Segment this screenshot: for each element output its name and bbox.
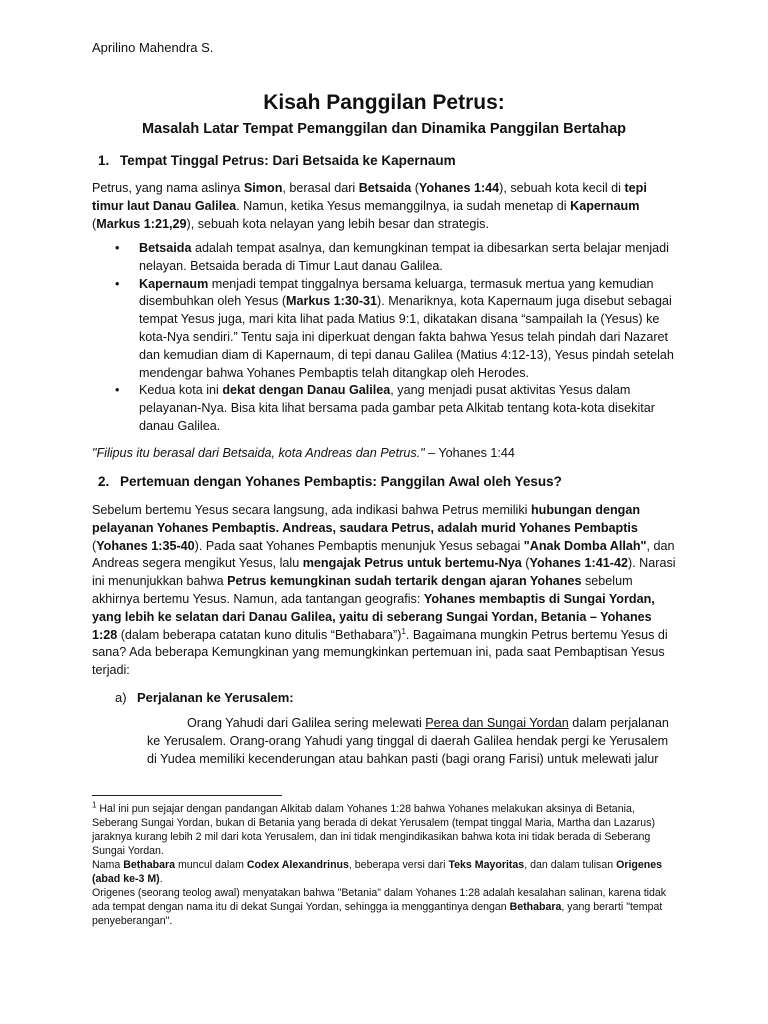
bold-run: Bethabara [123,859,176,871]
bold-run: Codex Alexandrinus [246,859,349,871]
text-run: , dan dalam tulisan [524,859,617,871]
quote-reference: – Yohanes 1:44 [424,446,515,460]
underlined-run: Perea dan Sungai Yordan [425,716,569,730]
bold-run: Petrus kemungkinan sudah tertarik dengan ajaran Yohanes [227,574,582,589]
bold-run: Origenes (abad ke-3 M) [92,859,663,885]
document-subtitle: Masalah Latar Tempat Pemanggilan dan Dinamika Panggilan Bertahap [142,121,626,137]
text-run: ( [411,181,419,195]
footnote-ref[interactable]: 1 [401,626,406,636]
bold-run: "Anak Domba Allah" [523,538,647,553]
text-run: ). Narasi ini menunjukkan bahwa [92,556,676,589]
section-1-heading [98,153,456,168]
list-item [112,276,678,383]
text-run: ), sebuah kota nelayan yang lebih besar dan strategis. [186,216,489,231]
subsection-heading-text: Perjalanan ke Yerusalem: [137,690,294,705]
footnote-paragraph [92,802,678,858]
section-1-bullet-list [112,240,678,436]
bold-run: Betsaida [358,181,412,195]
text-run: . [159,873,163,885]
text-run: Sebelum bertemu Yesus secara langsung, ada indikasi bahwa Petrus memiliki [92,503,531,517]
text-run: , dan Andreas segera mengikut Yesus, lalu [92,538,675,571]
text-run: ( [521,556,530,571]
bold-run: Markus 1:21,29 [96,216,187,231]
bible-quote [92,446,515,460]
section-2-number: 2. [98,474,110,489]
author-name: Aprilino Mahendra S. [92,40,214,55]
bold-run: Kapernaum [139,276,209,291]
footnote-paragraph [92,858,678,886]
bold-run: Kapernaum [570,198,640,213]
text-run: Origenes (seorang teolog awal) menyatakan bahwa "Betania" dalam Yohanes 1:28 adalah kesalahan salinan, karena tidak ada tempat dengan nama itu di dekat Sungai Yordan, sehingga ia menggantinya dengan [92,887,667,913]
footnote-paragraph [92,886,678,928]
text-run: (dalam beberapa catatan kuno ditulis “Bethabara”) [117,627,402,642]
bold-run: hubungan dengan pelayanan Yohanes Pembaptis. Andreas, saudara Petrus, adalah murid Yohanes Pembaptis [92,503,641,535]
subsection-a-body [147,715,677,768]
section-2-heading-text: Pertemuan dengan Yohanes Pembaptis: Panggilan Awal oleh Yesus? [120,474,562,489]
bold-run: Yohanes 1:41-42 [529,556,628,571]
bullet-icon: • [115,241,120,255]
bold-run: tepi timur laut Danau Galilea [92,181,647,213]
section-2-heading [98,474,562,489]
bold-run: Bethabara [509,901,562,913]
footnote-separator [92,795,282,796]
subsection-label: a) [115,690,127,705]
text-run: Petrus, yang nama aslinya [92,181,244,195]
text-run: Kedua kota ini [139,383,223,398]
subsection-a-heading [115,690,294,705]
bold-run: Betsaida [139,241,192,255]
bold-run: Teks Mayoritas [448,859,525,871]
quote-text: "Filipus itu berasal dari Betsaida, kota Andreas dan Petrus." [92,446,425,460]
section-1-heading-text: Tempat Tinggal Petrus: Dari Betsaida ke Kapernaum [120,153,456,168]
text-run: adalah tempat asalnya, dan kemungkinan tempat ia dibesarkan serta belajar menjadi nelayan. Betsaida berada di Timur Laut danau Galilea. [139,241,669,273]
section-1-intro [92,180,676,233]
text-run: ). Pada saat Yohanes Pembaptis menunjuk Yesus sebagai [194,538,524,553]
document-title: Kisah Panggilan Petrus: [263,91,505,114]
list-item [112,382,678,435]
bullet-icon: • [115,276,120,291]
text-run: . Namun, ketika Yesus memanggilnya, ia sudah menetap di [236,198,571,213]
bold-run: Yohanes 1:44 [418,181,500,195]
bold-run: dekat dengan Danau Galilea [222,383,391,398]
text-run: sebelum akhirnya bertemu Yesus. Namun, ada tantangan geografis: [92,574,633,606]
text-run: , berasal dari [282,181,359,195]
footnote [92,802,678,928]
bold-run: Yohanes 1:35-40 [96,538,195,553]
text-run: ). Menariknya, kota Kapernaum juga disebut sebagai tempat Yesus juga, mari kita lihat pada Matius 9:1, dikatakan disana “sampailah Ia (Yesus) ke kota-Nya sendiri.” Tentu saja ini diperkuat dengan fakta bahwa Yesus telah pindah dari Nazaret dan kemudian diam di Kapernaum, di tepi danau Galilea (Matius 4:12-13), Yesus pindah setelah mendengar bahwa Yohanes Pembaptis telah ditangkap oleh Herodes. [139,294,674,380]
text-run: menjadi tempat tinggalnya bersama keluarga, termasuk mertua yang kemudian disembuhkan oleh Yesus ( [139,276,654,309]
text-run: Nama [92,859,124,871]
text-run: Hal ini pun sejajar dengan pandangan Alkitab dalam Yohanes 1:28 bahwa Yohanes melakukan aksinya di Betania, Seberang Sungai Yordan, bukan di Betania yang berada di dekat Yerusalem (tempat tinggal Maria, Martha dan Lazarus) jaraknya kurang lebih 2 mil dari kota Yerusalem, dan ini tidak mengindikasikan bahwa kota ini tidak berada di Seberang Sungai Yordan. [92,803,656,857]
bold-run: Markus 1:30-31 [286,294,378,309]
bold-run: mengajak Petrus untuk bertemu-Nya [302,556,522,571]
section-1-number: 1. [98,153,110,168]
section-2-body [92,502,676,680]
text-run: dalam perjalanan ke Yerusalem. Orang-orang Yahudi yang tinggal di daerah Galilea hendak pergi ke Yerusalem di Yudea memiliki kecenderungan atau bahkan pasti (bagi orang Farisi) untuk melewati jalur [147,716,669,766]
text-run: ), sebuah kota kecil di [499,181,625,195]
text-run: Orang Yahudi dari Galilea sering melewati [187,716,426,730]
bullet-icon: • [115,383,120,398]
text-run: , beberapa versi dari [348,859,449,871]
text-run: ( [92,216,97,231]
text-run: , yang berarti "tempat penyeberangan". [92,901,663,927]
text-run: muncul dalam [175,859,247,871]
text-run: . Bagaimana mungkin Petrus bertemu Yesus di sana? Ada beberapa Kemungkinan yang memungkinkan pertemuan ini, pada saat Pembaptisan Yesus terjadi: [92,627,668,678]
text-run: ( [92,538,97,553]
footnote-number: 1 [92,800,97,810]
bold-run: Yohanes membaptis di Sungai Yordan, yang lebih ke selatan dari Danau Galilea, yaitu di seberang Sungai Yordan, Betania – Yohanes 1:28 [92,591,655,642]
text-run: , yang menjadi pusat aktivitas Yesus dalam pelayanan-Nya. Bisa kita lihat bersama pada gambar peta Alkitab tentang kota-kota disekitar danau Galilea. [139,383,655,433]
bold-run: Simon [243,181,283,195]
list-item [112,240,678,276]
